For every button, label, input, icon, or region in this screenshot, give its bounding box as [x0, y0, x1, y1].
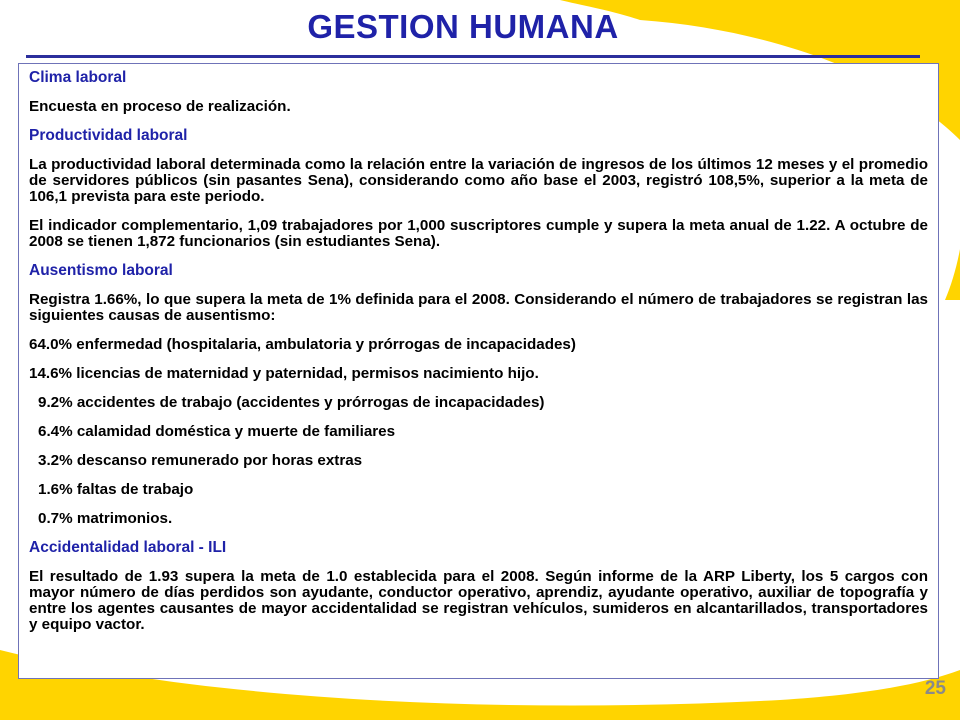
ausentismo-item: 3.2% descanso remunerado por horas extras	[38, 452, 363, 469]
page-number: 25	[924, 678, 946, 699]
ausentismo-item: 6.4% calamidad doméstica y muerte de familiares	[38, 423, 396, 440]
ausentismo-intro: Registra 1.66%, lo que supera la meta de 1% definida para el 2008. Considerando el número de trabajadores se registran las siguientes causas de ausentismo:	[29, 291, 928, 324]
slide-title: GESTION HUMANA	[307, 8, 619, 45]
ausentismo-item: 9.2% accidentes de trabajo (accidentes y prórrogas de incapacidades)	[38, 394, 545, 411]
ausentismo-item: 64.0% enfermedad (hospitalaria, ambulatoria y prórrogas de incapacidades)	[29, 336, 576, 353]
accidentalidad-heading: Accidentalidad laboral - ILI	[29, 539, 227, 556]
ausentismo-heading: Ausentismo laboral	[29, 262, 173, 279]
ausentismo-item: 1.6% faltas de trabajo	[38, 481, 194, 498]
productividad-heading: Productividad laboral	[29, 127, 188, 144]
clima-text: Encuesta en proceso de realización.	[29, 98, 291, 115]
clima-heading: Clima laboral	[29, 69, 127, 86]
ausentismo-item: 0.7% matrimonios.	[38, 510, 173, 527]
ausentismo-item: 14.6% licencias de maternidad y paternidad, permisos nacimiento hijo.	[29, 365, 539, 382]
productividad-paragraph-2: El indicador complementario, 1,09 trabajadores por 1,000 suscriptores cumple y supera la meta anual de 1.22. A octubre de 2008 se tienen 1,872 funcionarios (sin estudiantes Sena).	[29, 217, 928, 250]
accidentalidad-text: El resultado de 1.93 supera la meta de 1.0 establecida para el 2008. Según informe de la ARP Liberty, los 5 cargos con mayor número de días perdidos son ayudante, conductor operativo, aprendiz, ayudante operativo, auxiliar de topografía y entre los agentes causantes de mayor accidentalidad se registran vehículos, sumideros en alcantarillados, transportadores y equipo vactor.	[29, 568, 928, 633]
title-underline	[26, 55, 920, 58]
content-panel	[18, 63, 939, 679]
productividad-paragraph-1: La productividad laboral determinada como la relación entre la variación de ingresos de los últimos 12 meses y el promedio de servidores públicos (sin pasantes Sena), considerando como año base el 2003, registró 108,5%, superior a la meta de 106,1 prevista para este periodo.	[29, 156, 928, 205]
